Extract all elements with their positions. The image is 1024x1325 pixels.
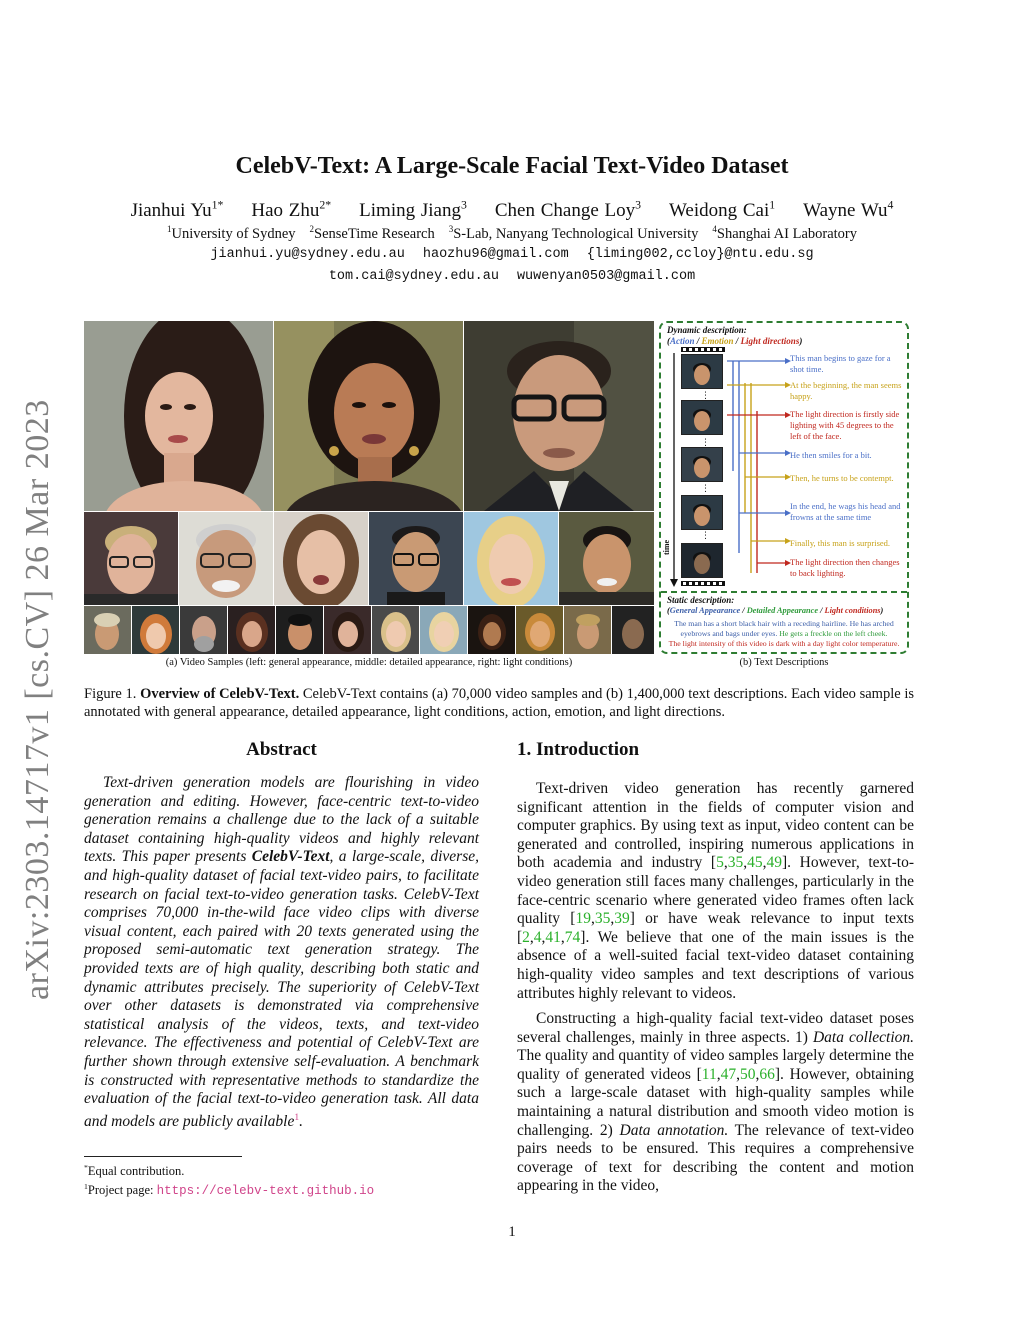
svg-text:⋮: ⋮ — [701, 438, 710, 448]
footnote-rule — [84, 1156, 242, 1157]
citation-link[interactable]: 11 — [701, 1065, 717, 1083]
dynamic-text-6: In the end, he wags his head and frowns at the same time — [790, 501, 901, 522]
email-address: haozhu96@gmail.com — [422, 247, 569, 262]
author-name: Liming Jiang$^3$ — [359, 199, 467, 222]
citation-link[interactable]: 5 — [716, 854, 724, 872]
citation-link[interactable]: 47 — [720, 1065, 737, 1083]
email-line-1 — [0, 247, 1024, 262]
photo-row2-5 — [464, 512, 558, 605]
abstract-body: Text-driven generation models are flourishing in video generation and editing. However, face-centric text-to-video generation remains a challenge due to the lack of a suitable dataset containing high-quality videos and highly relevant texts. This paper presents CelebV-Text, a large-scale, diverse, and high-quality dataset of facial text-video pairs, to facilitate research on facial text-to-video generation tasks. CelebV-Text comprises 70,000 in-the-wild face video clips with diverse visual content, each paired with 20 texts generated using the proposed semi-automatic text generation strategy. The provided texts are of high quality, describing both static and dynamic attributes precisely. The superiority of CelebV-Text over other datasets is demonstrated via comprehensive statistical analysis of the videos, texts, and text-video relevance. The effectiveness and potential of CelebV-Text are further shown through extensive self-evaluation. A benchmark is constructed with representative methods to standardize the evaluation of the facial text-to-video generation task. All data and models are publicly available$^1$. — [84, 774, 479, 1130]
paper-title: CelebV-Text: A Large-Scale Facial Text-Video Dataset — [235, 153, 789, 179]
figure-caption-text: CelebV-Text contains (a) 70,000 video samples and (b) 1,400,000 text descriptions. Each video sample is annotated with general appearance, detailed appearance, light conditions, action, emotion, and light directions. — [84, 686, 915, 720]
email-address: {liming002,ccloy}@ntu.edu.sg — [586, 247, 814, 262]
video-frame-3 — [681, 447, 723, 482]
emphasis: Data annotation. — [619, 1121, 729, 1139]
figure-label: Figure 1. — [84, 686, 137, 702]
photo-row2-3 — [274, 512, 368, 605]
citation-link[interactable]: 49 — [766, 854, 782, 872]
footnote-equal-contribution: *Equal contribution. — [84, 1163, 185, 1179]
footnote-project-page: $^1$Project page: https://celebv-text.github.io — [84, 1182, 375, 1199]
legend-light-conditions: Light conditions — [824, 606, 881, 615]
legend-emotion: Emotion — [701, 336, 734, 346]
author-name: Wayne Wu$^4$ — [803, 199, 894, 222]
figure-1-caption — [84, 685, 914, 721]
photo-row2-2 — [179, 512, 273, 605]
dynamic-text-3: The light direction is firstly side lighting with 45 degrees to the left of the face. — [790, 409, 900, 441]
affiliation: $^1$University of Sydney — [166, 224, 296, 242]
dynamic-text-7: Finally, this man is surprised. — [790, 538, 891, 548]
static-text — [665, 619, 903, 649]
section-divider — [661, 591, 907, 593]
affiliation-list — [0, 224, 1024, 243]
photo-general-appearance — [84, 321, 273, 511]
email-address: tom.cai@sydney.edu.au — [328, 269, 499, 284]
author-name: Hao Zhu$^{2*}$ — [251, 199, 332, 222]
photo-light-conditions — [464, 321, 654, 511]
author-name: Weidong Cai$^1$ — [669, 199, 776, 222]
photo-detailed-appearance — [274, 321, 463, 511]
citation-link[interactable]: 35 — [594, 910, 611, 928]
dynamic-text-1: This man begins to gaze for a shot time. — [790, 353, 891, 374]
affiliation: $^4$Shanghai AI Laboratory — [712, 224, 858, 242]
figure-caption-title: Overview of CelebV-Text. — [140, 686, 300, 702]
citation-link[interactable]: 35 — [727, 854, 744, 872]
figure-caption-b: (b) Text Descriptions — [739, 657, 829, 668]
page-number: 1 — [508, 1224, 516, 1240]
dynamic-text-2: At the beginning, the man seems happy. — [790, 380, 902, 401]
arxiv-identifier: arXiv:2303.14717v1 [cs.CV] 26 Mar 2023 — [19, 399, 56, 1000]
legend-light-directions: Light directions — [740, 336, 800, 346]
introduction-heading: 1. Introduction — [517, 739, 640, 760]
email-address: jianhui.yu@sydney.edu.au — [210, 247, 405, 262]
static-legend: (General Appearance / Detailed Appearance / Light conditions) — [667, 606, 884, 615]
citation-link[interactable]: 45 — [747, 854, 763, 872]
svg-text:⋮: ⋮ — [701, 531, 710, 541]
emphasis: Data collection. — [812, 1028, 914, 1046]
dynamic-text-4: He then smiles for a bit. — [790, 450, 872, 460]
video-frame-4 — [681, 495, 723, 530]
dynamic-text-8: The light direction then changes to back lighting. — [790, 557, 900, 578]
video-frame-5 — [681, 543, 723, 578]
svg-text:⋮: ⋮ — [701, 484, 710, 494]
citation-link[interactable]: 39 — [614, 910, 630, 928]
author-list — [0, 199, 1024, 222]
footnote-ref-1[interactable]: 1 — [294, 1111, 300, 1123]
legend-general-appearance: General Appearance — [669, 606, 741, 615]
project-page-link[interactable]: https://celebv-text.github.io — [156, 1184, 375, 1199]
email-line-2 — [0, 269, 1024, 284]
citation-link[interactable]: 74 — [564, 928, 581, 946]
photo-row2-4 — [369, 512, 463, 605]
dynamic-description-title: Dynamic description: — [667, 325, 747, 335]
citation-link[interactable]: 2 — [522, 928, 530, 946]
author-name: Jianhui $Yu^{1*}$ — [130, 199, 224, 222]
legend-detailed-appearance: Detailed Appearance — [746, 606, 819, 615]
affiliation: $^3$S-Lab, Nanyang Technological University — [448, 224, 699, 242]
affiliation: $^2$SenseTime Research — [309, 224, 435, 242]
abstract-heading: Abstract — [246, 739, 317, 760]
citation-link[interactable]: 66 — [759, 1065, 775, 1083]
svg-text:⋮: ⋮ — [701, 391, 710, 401]
figure-caption-a: (a) Video Samples (left: general appearance, middle: detailed appearance, right: light conditions) — [165, 657, 573, 668]
author-name: Chen Change Loy$^3$ — [494, 199, 642, 222]
static-light-text: The light intensity of this video is dark with a day light color temperature. — [668, 639, 900, 648]
footnotes — [84, 1160, 479, 1199]
introduction-paragraph-1: Text-driven video generation has recently garnered significant attention in the fields of computer vision and computer graphics. By using text as input, video content can be generated and controlled, inspiring numerous applications in both academia and industry [5,35,45,49]. However, text-to-video generation still faces many challenges, particularly in the face-centric scenario where generated video frames often lack quality [19,35,39] or have weak relevance to input texts [2,4,41,74]. We believe that one of the main issues is the absence of a well-suited facial text-video dataset containing high-quality video samples and text descriptions of various attributes highly relevant to videos. — [517, 780, 914, 1002]
photo-row2-6 — [559, 512, 654, 605]
time-axis-label: time — [662, 539, 671, 555]
email-address: wuwenyan0503@gmail.com — [516, 269, 696, 284]
dataset-name: CelebV-Text — [251, 848, 330, 866]
citation-link[interactable]: 19 — [575, 910, 591, 928]
photo-row3-strip — [84, 606, 654, 654]
video-frame-2 — [681, 400, 723, 435]
legend-action: Action — [670, 336, 695, 346]
video-frame-1 — [681, 354, 723, 389]
photo-row2-1 — [84, 512, 178, 605]
static-detailed-text: He gets a freckle on the left cheek. — [779, 629, 888, 638]
figure-panel-a — [84, 321, 654, 654]
dynamic-legend: (Action / Emotion / Light directions) — [667, 336, 803, 346]
figure-panel-b — [659, 321, 909, 654]
static-general-text: The man has a short black hair with a receding hairline. He has arched eyebrows and bags under eyes. — [674, 619, 894, 638]
dynamic-text-5: Then, he turns to be contempt. — [790, 473, 894, 483]
citation-link[interactable]: 4 — [533, 928, 542, 946]
citation-link[interactable]: 50 — [739, 1065, 756, 1083]
citation-link[interactable]: 41 — [545, 928, 561, 946]
introduction-paragraph-2: Constructing a high-quality facial text-video dataset poses several challenges, mainly in three aspects. 1) Data collection. The quality and quantity of video samples largely determine the quality of generated videos [11,47,50,66]. However, obtaining such a large-scale dataset with high-quality samples while maintaining a natural distribution and smooth video motion is challenging. 2) Data annotation. The relevance of text-video pairs needs to be ensured. This requires a comprehensive coverage of text for describing the content and motion appearing in the video, — [517, 1010, 914, 1195]
static-description-title: Static description: — [667, 595, 735, 605]
